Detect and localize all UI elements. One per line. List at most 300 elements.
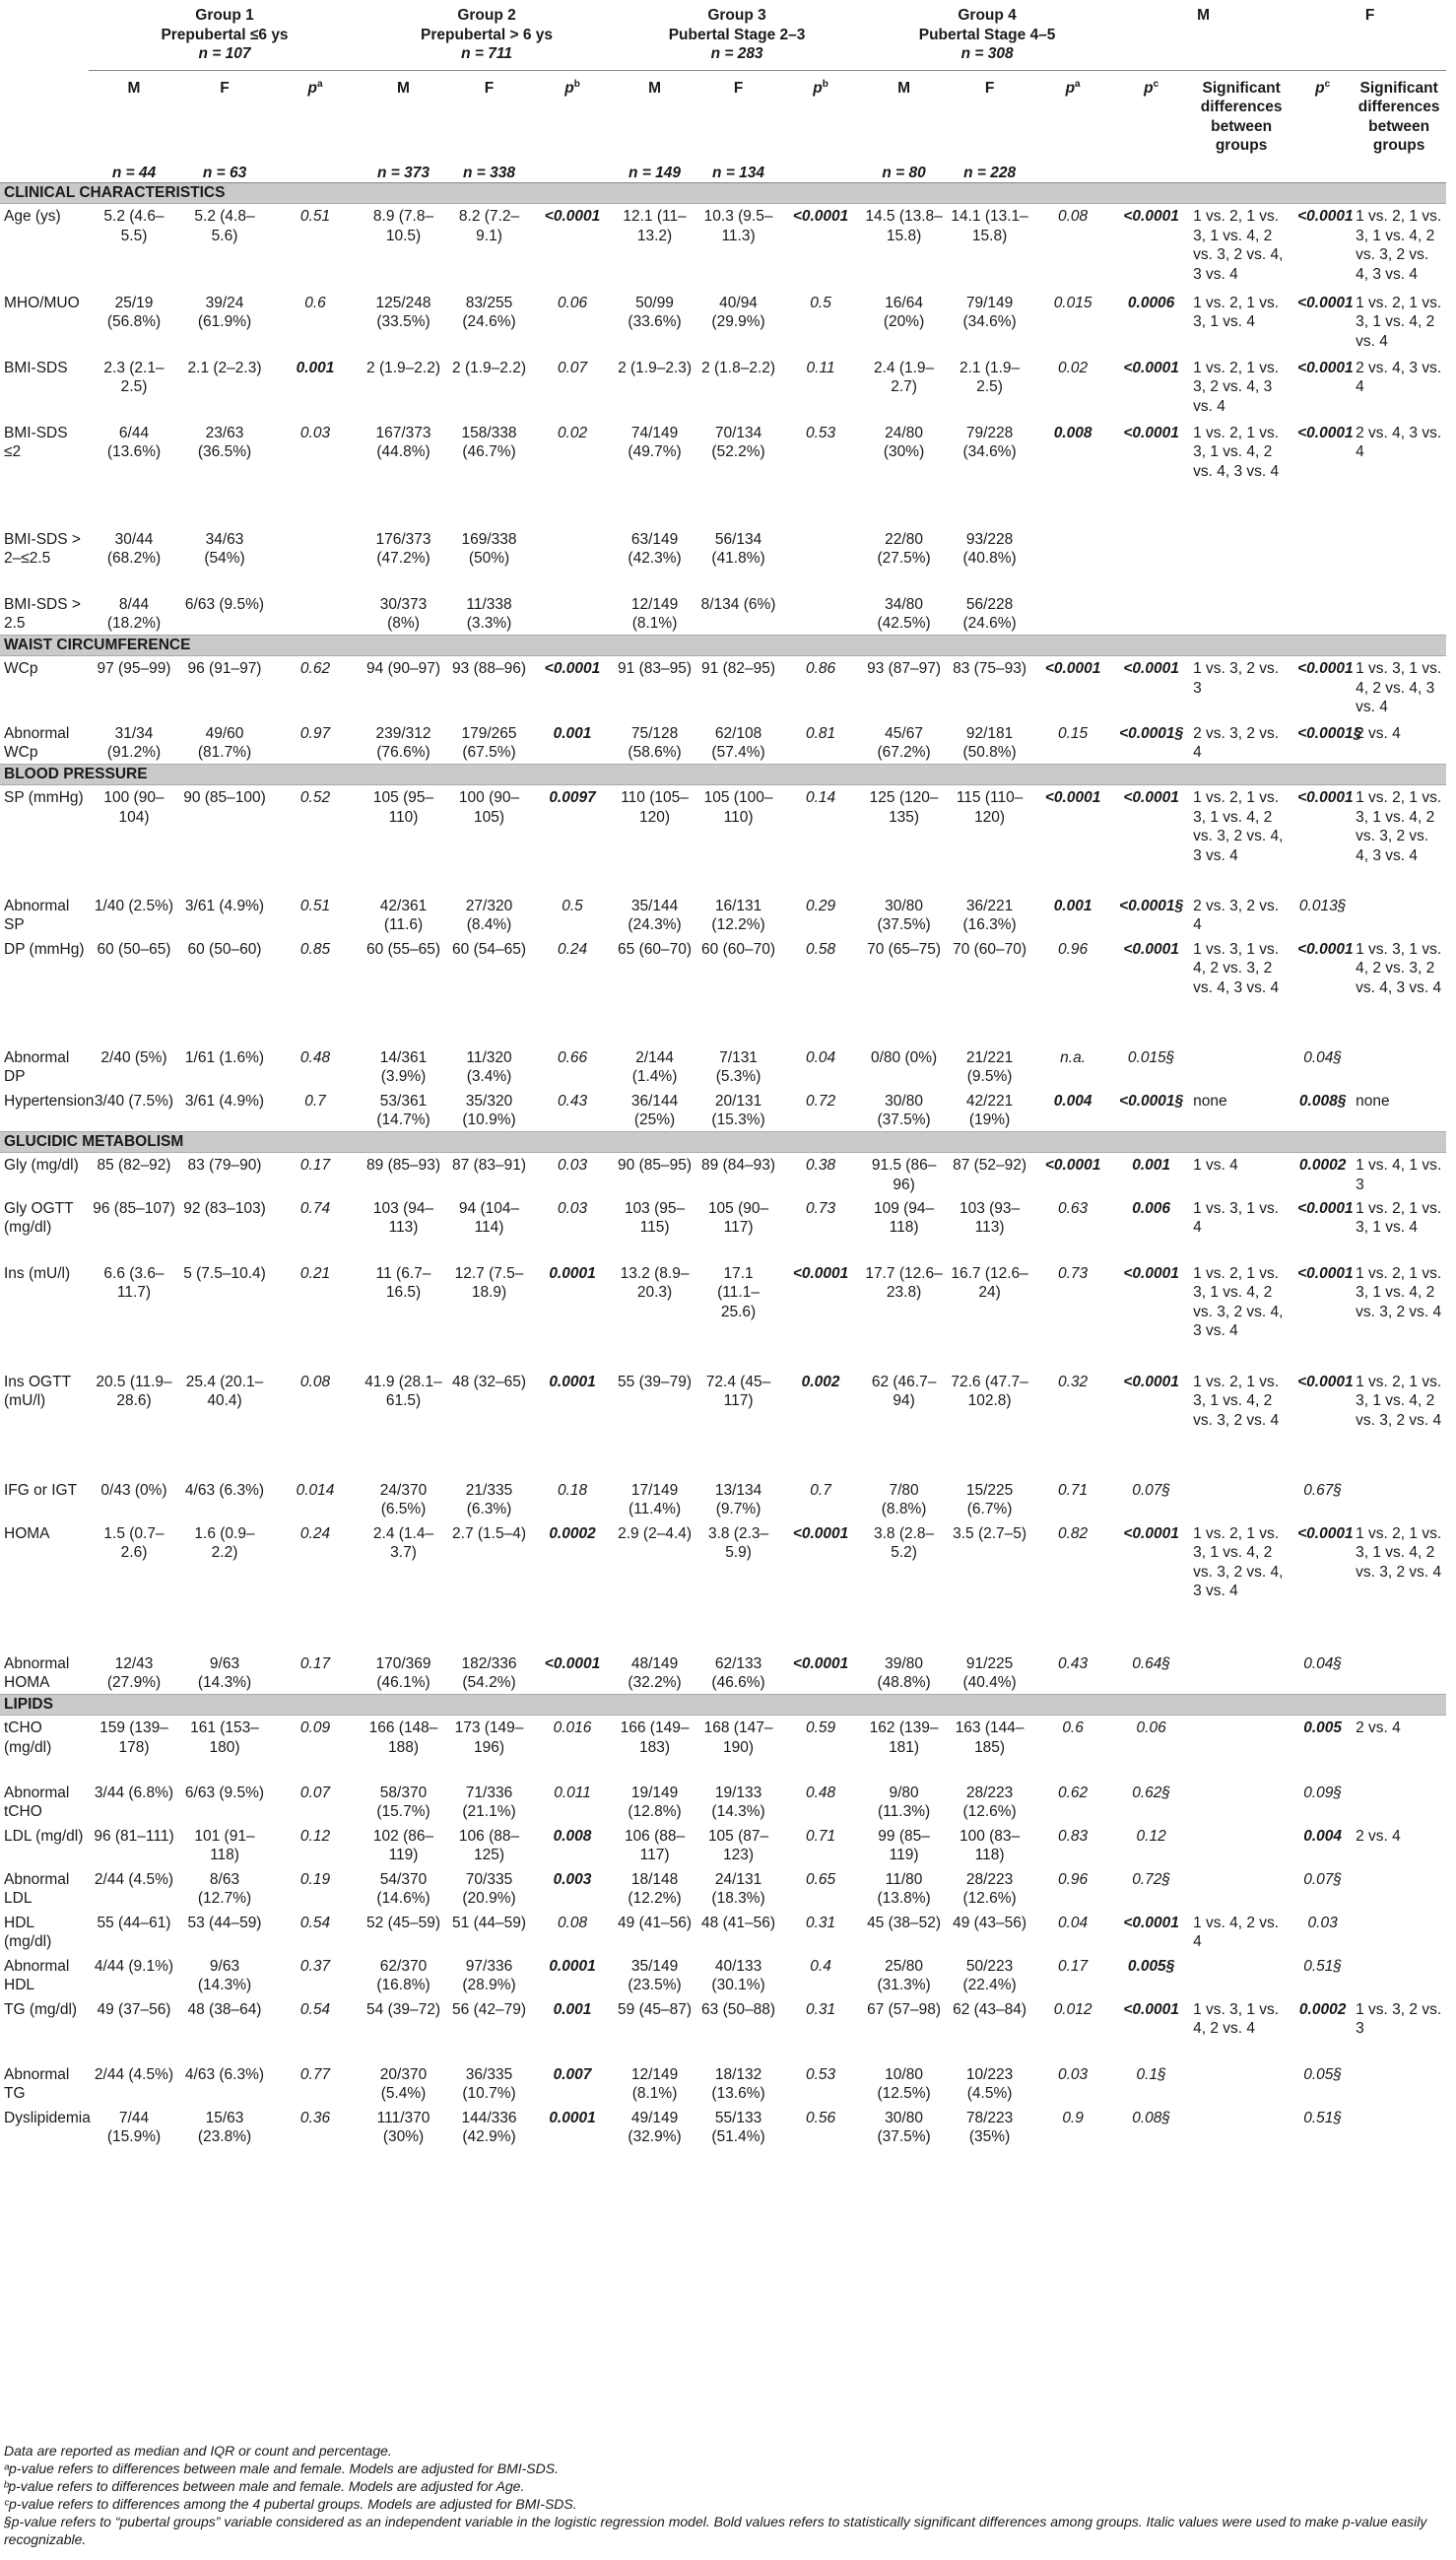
- significant-differences: [1189, 1824, 1293, 1867]
- footnote: Data are reported as median and IQR or count and percentage.: [4, 2443, 392, 2459]
- data-cell: 3/61 (4.9%): [184, 1092, 265, 1110]
- p-value: 0.014: [296, 1481, 335, 1499]
- p-value: 0.62: [1058, 1784, 1089, 1801]
- data-cell: 182/336 (54.2%): [461, 1654, 517, 1691]
- p-value: 0.86: [805, 660, 836, 677]
- p-value: <0.0001: [1123, 208, 1179, 225]
- significant-differences: [1352, 1954, 1446, 1997]
- significant-differences: 1 vs. 4, 1 vs. 3: [1356, 1157, 1442, 1193]
- p-value: 0.48: [805, 1784, 836, 1801]
- group-n: n = 308: [960, 45, 1014, 62]
- data-cell: 93 (88–96): [452, 660, 526, 677]
- table-row: [0, 1651, 1446, 1695]
- data-cell: 4/63 (6.3%): [184, 1481, 265, 1499]
- p-value: 0.0002: [1298, 1157, 1347, 1174]
- data-cell: 2/144 (1.4%): [631, 1048, 678, 1085]
- significant-differences: [1189, 592, 1293, 636]
- sex-header-m: M: [1113, 0, 1293, 70]
- data-cell: 101 (91–118): [194, 1827, 255, 1863]
- data-cell: 11/338 (3.3%): [466, 595, 512, 632]
- significant-differences: [1189, 1867, 1293, 1911]
- data-cell: 20.5 (11.9–28.6): [96, 1373, 172, 1409]
- data-cell: 3.8 (2.3–5.9): [707, 1524, 769, 1561]
- p-value: 0.007: [553, 2065, 592, 2083]
- data-cell: 54/370 (14.6%): [376, 1870, 430, 1907]
- p-value: 0.11: [806, 359, 835, 376]
- data-cell: 111/370 (30%): [376, 2109, 430, 2145]
- data-cell: 28/223 (12.6%): [962, 1870, 1017, 1907]
- data-cell: 25/19 (56.8%): [106, 294, 162, 330]
- significant-differences: 2 vs. 4: [1356, 1719, 1401, 1736]
- row-label: Abnormal tCHO: [4, 1784, 70, 1820]
- data-cell: 14/361 (3.9%): [379, 1048, 428, 1085]
- row-label: LDL (mg/dl): [4, 1827, 84, 1845]
- table-row: [0, 592, 1446, 636]
- data-cell: 92/181 (50.8%): [962, 724, 1017, 761]
- p-value: 0.71: [805, 1827, 836, 1845]
- col-p: [1032, 70, 1113, 156]
- table-row: [0, 1089, 1446, 1132]
- data-cell: 50/223 (22.4%): [962, 1957, 1017, 1993]
- header-empty: [1352, 156, 1446, 183]
- p-value: 0.015: [1053, 294, 1092, 311]
- data-cell: 12.7 (7.5–18.9): [454, 1264, 524, 1301]
- data-cell: 21/221 (9.5%): [965, 1048, 1014, 1085]
- p-value: 0.36: [299, 2109, 331, 2126]
- data-cell: 19/149 (12.8%): [628, 1784, 682, 1820]
- data-cell: 5.2 (4.8–5.6): [194, 208, 255, 244]
- p-value: 0.54: [299, 2000, 331, 2018]
- data-cell: 1/61 (1.6%): [184, 1048, 265, 1066]
- n-value: n = 228: [947, 156, 1032, 183]
- header-empty: [532, 156, 613, 183]
- p-value: 0.03: [1058, 2065, 1089, 2083]
- data-cell: 8/134 (6%): [700, 595, 776, 613]
- row-label: Abnormal SP: [4, 897, 70, 933]
- data-cell: 14.5 (13.8–15.8): [865, 208, 943, 244]
- group-n: n = 711: [461, 45, 512, 62]
- significant-differences: 1 vs. 4: [1193, 1157, 1238, 1174]
- row-label: Gly OGTT (mg/dl): [4, 1199, 74, 1236]
- data-cell: 34/63 (54%): [204, 530, 245, 567]
- data-cell: 20/131 (15.3%): [711, 1092, 765, 1128]
- significant-differences: [1352, 1651, 1446, 1695]
- p-value: [532, 527, 613, 592]
- data-cell: 36/221 (16.3%): [962, 897, 1017, 933]
- p-value: 0.63: [1058, 1199, 1089, 1217]
- p-value: <0.0001: [1297, 424, 1354, 441]
- p-value: [780, 527, 861, 592]
- data-cell: 60 (54–65): [452, 940, 526, 958]
- significant-differences: 1 vs. 2, 1 vs. 3, 1 vs. 4, 2 vs. 3, 2 vs. 4: [1193, 1373, 1280, 1429]
- p-value: 0.1§: [1136, 2065, 1166, 2083]
- p-value: 0.012: [1053, 2000, 1092, 2018]
- p-value: 0.18: [557, 1481, 588, 1499]
- p-value: 0.008§: [1298, 1092, 1347, 1110]
- data-cell: 87 (83–91): [452, 1157, 526, 1174]
- p-value: [1113, 527, 1189, 592]
- data-cell: 55 (39–79): [618, 1373, 693, 1390]
- significant-differences: [1352, 2062, 1446, 2106]
- n-value: n = 149: [613, 156, 696, 183]
- p-value: 0.003: [553, 1870, 592, 1888]
- data-cell: 3/61 (4.9%): [184, 897, 265, 914]
- p-value: 0.73: [805, 1199, 836, 1217]
- col-m: M: [897, 79, 911, 97]
- data-cell: 105 (100–110): [703, 789, 773, 826]
- significant-differences: [1352, 2106, 1446, 2149]
- data-cell: 2 (1.8–2.2): [701, 359, 776, 376]
- data-cell: 162 (139–181): [869, 1719, 939, 1756]
- header-empty: [1293, 156, 1352, 183]
- significant-differences: 1 vs. 2, 1 vs. 3, 1 vs. 4: [1193, 294, 1280, 330]
- table-row: [0, 1954, 1446, 1997]
- p-value: 0.17: [299, 1654, 331, 1672]
- data-cell: 96 (81–111): [94, 1827, 174, 1845]
- data-cell: 2 (1.9–2.3): [618, 359, 693, 376]
- data-cell: 23/63 (36.5%): [197, 424, 252, 460]
- data-cell: 0/80 (0%): [870, 1048, 938, 1066]
- p-value: 0.06: [557, 294, 588, 311]
- p-value: 0.67§: [1303, 1481, 1343, 1499]
- p-value: 0.0006: [1127, 294, 1175, 311]
- header-empty: [0, 156, 89, 183]
- row-label: Abnormal WCp: [4, 724, 70, 761]
- p-value: <0.0001: [1123, 1373, 1179, 1390]
- data-cell: 12.1 (11–13.2): [623, 208, 687, 244]
- group-name: Group 4: [958, 7, 1017, 24]
- row-label: WCp: [4, 660, 38, 677]
- p-value: 0.62: [299, 660, 331, 677]
- p-value: 0.03: [557, 1199, 588, 1217]
- data-cell: 0/43 (0%): [100, 1481, 167, 1499]
- significant-differences: [1352, 894, 1446, 937]
- data-cell: 100 (90–105): [458, 789, 520, 826]
- data-cell: 24/370 (6.5%): [379, 1481, 428, 1517]
- p-value: 0.12: [1136, 1827, 1166, 1845]
- data-cell: 13.2 (8.9–20.3): [620, 1264, 690, 1301]
- n-value: n = 63: [179, 156, 270, 183]
- data-cell: 6/63 (9.5%): [184, 1784, 265, 1801]
- data-cell: 39/80 (48.8%): [877, 1654, 931, 1691]
- p-value: 0.71: [1058, 1481, 1089, 1499]
- significant-differences: 1 vs. 3, 2 vs. 3: [1193, 660, 1280, 697]
- group-title: [861, 0, 1113, 70]
- row-label: SP (mmHg): [4, 789, 84, 806]
- data-cell: 91.5 (86–96): [871, 1157, 937, 1193]
- p-value: 0.07: [557, 359, 588, 376]
- data-cell: 39/24 (61.9%): [197, 294, 252, 330]
- p-value: 0.24: [557, 940, 588, 958]
- data-cell: 91 (82–95): [701, 660, 776, 677]
- data-cell: 8/63 (12.7%): [197, 1870, 252, 1907]
- p-value: 0.64§: [1132, 1654, 1170, 1672]
- significant-differences: [1352, 592, 1446, 636]
- data-cell: 2.7 (1.5–4): [452, 1524, 526, 1542]
- row-label: Abnormal HDL: [4, 1957, 70, 1993]
- col-m: M: [397, 79, 410, 97]
- data-cell: 93/228 (40.8%): [962, 530, 1017, 567]
- data-cell: 40/94 (29.9%): [711, 294, 765, 330]
- data-cell: 90 (85–95): [618, 1157, 693, 1174]
- col-pc: [1113, 70, 1189, 156]
- p-value: 0.29: [805, 897, 836, 914]
- data-cell: 70 (65–75): [867, 940, 942, 958]
- data-cell: 11/320 (3.4%): [466, 1048, 512, 1085]
- p-value: 0.08: [1058, 208, 1089, 225]
- data-cell: 106 (88–125): [458, 1827, 520, 1863]
- section-header: [0, 636, 1446, 656]
- data-cell: 94 (104–114): [458, 1199, 520, 1236]
- p-value: [270, 527, 361, 592]
- data-cell: 70/335 (20.9%): [462, 1870, 516, 1907]
- data-cell: 159 (139–178): [99, 1719, 168, 1756]
- p-value: 0.015§: [1127, 1048, 1175, 1066]
- p-value: <0.0001: [1123, 1914, 1179, 1931]
- group-n: n = 107: [198, 45, 251, 62]
- data-cell: 30/80 (37.5%): [877, 1092, 931, 1128]
- data-cell: 56/228 (24.6%): [962, 595, 1017, 632]
- data-cell: 11/80 (13.8%): [877, 1870, 931, 1907]
- group-n: n = 283: [710, 45, 763, 62]
- significant-differences: 1 vs. 2, 1 vs. 3, 1 vs. 4, 2 vs. 3, 2 vs. 4: [1356, 1524, 1442, 1581]
- data-cell: 42/221 (19%): [965, 1092, 1014, 1128]
- significant-differences: 2 vs. 4: [1356, 724, 1401, 742]
- p-value: 0.21: [299, 1264, 331, 1282]
- data-cell: 3.5 (2.7–5): [953, 1524, 1027, 1542]
- table-row: [0, 1824, 1446, 1867]
- p-value: 0.96: [1058, 940, 1089, 958]
- p-value: 0.09: [299, 1719, 331, 1736]
- p-value: 0.37: [299, 1957, 331, 1975]
- data-cell: 48 (32–65): [452, 1373, 526, 1390]
- p-value: [780, 592, 861, 636]
- significant-differences: 2 vs. 4, 3 vs. 4: [1356, 359, 1442, 395]
- significant-differences: 1 vs. 2, 1 vs. 3, 1 vs. 4, 2 vs. 4, 3 vs. 4: [1193, 424, 1280, 480]
- data-cell: 36/144 (25%): [630, 1092, 679, 1128]
- data-cell: 6/63 (9.5%): [184, 595, 265, 613]
- data-cell: 102 (86–119): [372, 1827, 434, 1863]
- data-cell: 49/149 (32.9%): [628, 2109, 682, 2145]
- p-value: 0.001: [553, 724, 592, 742]
- significant-differences: 1 vs. 3, 1 vs. 4, 2 vs. 4: [1193, 2000, 1280, 2037]
- data-cell: 2 (1.9–2.2): [452, 359, 526, 376]
- data-cell: 48 (38–64): [187, 2000, 262, 2018]
- group-title: [361, 0, 613, 70]
- data-cell: 49/60 (81.7%): [197, 724, 252, 761]
- p-value: 0.08§: [1132, 2109, 1170, 2126]
- p-value: 0.04§: [1303, 1048, 1343, 1066]
- p-value: 0.53: [805, 2065, 836, 2083]
- data-cell: 10/223 (4.5%): [965, 2065, 1014, 2102]
- p-value: 0.53: [805, 424, 836, 441]
- p-value: <0.0001: [1123, 789, 1179, 806]
- significant-differences: 2 vs. 4, 3 vs. 4: [1356, 424, 1442, 460]
- data-cell: 5 (7.5–10.4): [183, 1264, 266, 1282]
- p-value: 0.62§: [1132, 1784, 1170, 1801]
- data-cell: 2 (1.9–2.2): [366, 359, 440, 376]
- data-cell: 70 (60–70): [953, 940, 1027, 958]
- data-cell: 16/64 (20%): [883, 294, 925, 330]
- p-value: 0.04§: [1303, 1654, 1343, 1672]
- p-value: <0.0001: [1123, 940, 1179, 958]
- data-cell: 13/134 (9.7%): [714, 1481, 762, 1517]
- p-value: 0.31: [805, 2000, 836, 2018]
- p-value: 0.65: [805, 1870, 836, 1888]
- p-value: 0.17: [1058, 1957, 1089, 1975]
- p-value: <0.0001: [544, 660, 601, 677]
- significant-differences: 1 vs. 2, 1 vs. 3, 1 vs. 4, 2 vs. 3, 2 vs. 4: [1356, 1373, 1442, 1429]
- col-p: [780, 70, 861, 156]
- p-value: [1113, 592, 1189, 636]
- p-value: 0.59: [805, 1719, 836, 1736]
- data-cell: 65 (60–70): [618, 940, 693, 958]
- p-value: [1293, 592, 1352, 636]
- p-value: 0.97: [299, 724, 331, 742]
- p-value: 0.72§: [1132, 1870, 1170, 1888]
- section-header: [0, 183, 1446, 204]
- p-value: <0.0001: [1044, 660, 1101, 677]
- n-value: n = 44: [89, 156, 179, 183]
- significant-differences: 1 vs. 3, 1 vs. 4: [1193, 1199, 1280, 1236]
- footnote: §p-value refers to “pubertal groups” variable considered as an independent variable in the logistic regression model. Bold values refers to statistically significant differences among groups. Italic values were used to make p-value easily recognizable.: [4, 2514, 1427, 2547]
- group-title: [613, 0, 861, 70]
- significant-differences: [1352, 527, 1446, 592]
- data-cell: 92 (83–103): [183, 1199, 266, 1217]
- p-value: 0.81: [805, 724, 836, 742]
- p-value: [1032, 592, 1113, 636]
- data-cell: 103 (94–113): [372, 1199, 434, 1236]
- significant-differences: [1189, 1478, 1293, 1521]
- data-cell: 170/369 (46.1%): [375, 1654, 431, 1691]
- col-sigdiff: Significant differences between groups: [1200, 79, 1283, 154]
- data-cell: 63 (50–88): [701, 2000, 776, 2018]
- data-cell: 163 (144–185): [955, 1719, 1025, 1756]
- p-letter: p: [307, 79, 317, 97]
- col-f: F: [733, 79, 744, 97]
- data-cell: 9/63 (14.3%): [197, 1654, 252, 1691]
- table-row: [0, 291, 1446, 356]
- data-cell: 63/149 (42.3%): [628, 530, 682, 567]
- data-cell: 55 (44–61): [97, 1914, 171, 1931]
- group-title: [89, 0, 361, 70]
- data-cell: 2.1 (1.9–2.5): [959, 359, 1021, 395]
- data-cell: 100 (83–118): [959, 1827, 1021, 1863]
- p-value: <0.0001: [1297, 1264, 1354, 1282]
- table-row: [0, 204, 1446, 291]
- p-value: 0.5: [562, 897, 583, 914]
- data-cell: 62/370 (16.8%): [376, 1957, 430, 1993]
- data-cell: 31/34 (91.2%): [106, 724, 162, 761]
- p-value: <0.0001: [1123, 660, 1179, 677]
- p-superscript: c: [1153, 78, 1159, 90]
- p-value: 0.0097: [549, 789, 596, 806]
- data-cell: 1.6 (0.9–2.2): [194, 1524, 255, 1561]
- footnote: ᶜp-value refers to differences among the 4 pubertal groups. Models are adjusted for BMI-SDS.: [4, 2496, 577, 2512]
- data-cell: 7/80 (8.8%): [881, 1481, 927, 1517]
- header-row-groups: [0, 0, 1446, 70]
- n-value: n = 373: [361, 156, 446, 183]
- data-cell: 30/44 (68.2%): [106, 530, 162, 567]
- p-letter: p: [1315, 79, 1325, 97]
- col-m: M: [127, 79, 141, 97]
- footnote: ᵇp-value refers to differences between male and female. Models are adjusted for Age.: [4, 2478, 525, 2494]
- row-label: HDL (mg/dl): [4, 1914, 52, 1950]
- p-superscript: a: [1075, 78, 1081, 90]
- data-cell: 83 (79–90): [187, 1157, 262, 1174]
- row-label: IFG or IGT: [4, 1481, 78, 1499]
- p-value: <0.0001: [1297, 294, 1354, 311]
- significant-differences: 2 vs. 4: [1356, 1827, 1401, 1845]
- data-cell: 51 (44–59): [452, 1914, 526, 1931]
- data-cell: 83/255 (24.6%): [462, 294, 516, 330]
- sex-header-f: F: [1293, 0, 1446, 70]
- header-row-columns: [0, 70, 1446, 156]
- table-row: [0, 1196, 1446, 1261]
- header-row-n: [0, 156, 1446, 183]
- data-cell: 96 (91–97): [187, 660, 262, 677]
- table-row: [0, 894, 1446, 937]
- p-value: 0.004: [1053, 1092, 1092, 1110]
- data-cell: 15/63 (23.8%): [197, 2109, 252, 2145]
- data-cell: 1.5 (0.7–2.6): [103, 1524, 165, 1561]
- data-cell: 106 (88–117): [624, 1827, 686, 1863]
- data-cell: 97 (95–99): [97, 660, 171, 677]
- significant-differences: 1 vs. 3, 1 vs. 4, 2 vs. 3, 2 vs. 4, 3 vs. 4: [1356, 940, 1442, 996]
- p-value: 0.12: [299, 1827, 331, 1845]
- data-cell: 10.3 (9.5–11.3): [703, 208, 773, 244]
- data-cell: 30/80 (37.5%): [877, 897, 931, 933]
- row-label: MHO/MUO: [4, 294, 80, 311]
- p-value: 0.38: [805, 1157, 836, 1174]
- section-title: CLINICAL CHARACTERISTICS: [0, 183, 1446, 204]
- data-cell: 2/44 (4.5%): [94, 2065, 174, 2083]
- p-value: 0.43: [557, 1092, 588, 1110]
- row-label: BMI-SDS: [4, 359, 68, 376]
- row-label: Hypertension: [4, 1092, 95, 1110]
- group-subtitle: Prepubertal ≤6 ys: [161, 26, 289, 43]
- header-empty: [780, 156, 861, 183]
- row-label: BMI-SDS > 2–≤2.5: [4, 530, 81, 567]
- group-subtitle: Pubertal Stage 2–3: [668, 26, 806, 43]
- header-empty: [0, 70, 89, 156]
- section-title: BLOOD PRESSURE: [0, 765, 1446, 785]
- table-row: [0, 1997, 1446, 2062]
- data-cell: 8.2 (7.2–9.1): [458, 208, 520, 244]
- p-value: 0.56: [805, 2109, 836, 2126]
- data-cell: 17/149 (11.4%): [628, 1481, 682, 1517]
- data-cell: 83 (75–93): [953, 660, 1027, 677]
- table-row: [0, 1867, 1446, 1911]
- data-cell: 60 (60–70): [701, 940, 776, 958]
- data-cell: 3.8 (2.8–5.2): [873, 1524, 935, 1561]
- data-cell: 7/44 (15.9%): [106, 2109, 162, 2145]
- p-value: <0.0001: [1044, 789, 1101, 806]
- data-cell: 125/248 (33.5%): [375, 294, 431, 330]
- section-title: WAIST CIRCUMFERENCE: [0, 636, 1446, 656]
- p-value: 0.008: [553, 1827, 592, 1845]
- p-superscript: c: [1324, 78, 1331, 90]
- data-cell: 24/80 (30%): [883, 424, 925, 460]
- p-value: 0.43: [1058, 1654, 1089, 1672]
- table-row: [0, 1781, 1446, 1824]
- p-value: 0.0001: [549, 1264, 596, 1282]
- significant-differences: 1 vs. 2, 1 vs. 3, 1 vs. 4, 2 vs. 3, 2 vs. 4, 3 vs. 4: [1193, 208, 1284, 283]
- data-cell: 60 (55–65): [366, 940, 440, 958]
- header-empty: [0, 0, 89, 70]
- row-label: Abnormal DP: [4, 1048, 70, 1085]
- row-label: Abnormal LDL: [4, 1870, 70, 1907]
